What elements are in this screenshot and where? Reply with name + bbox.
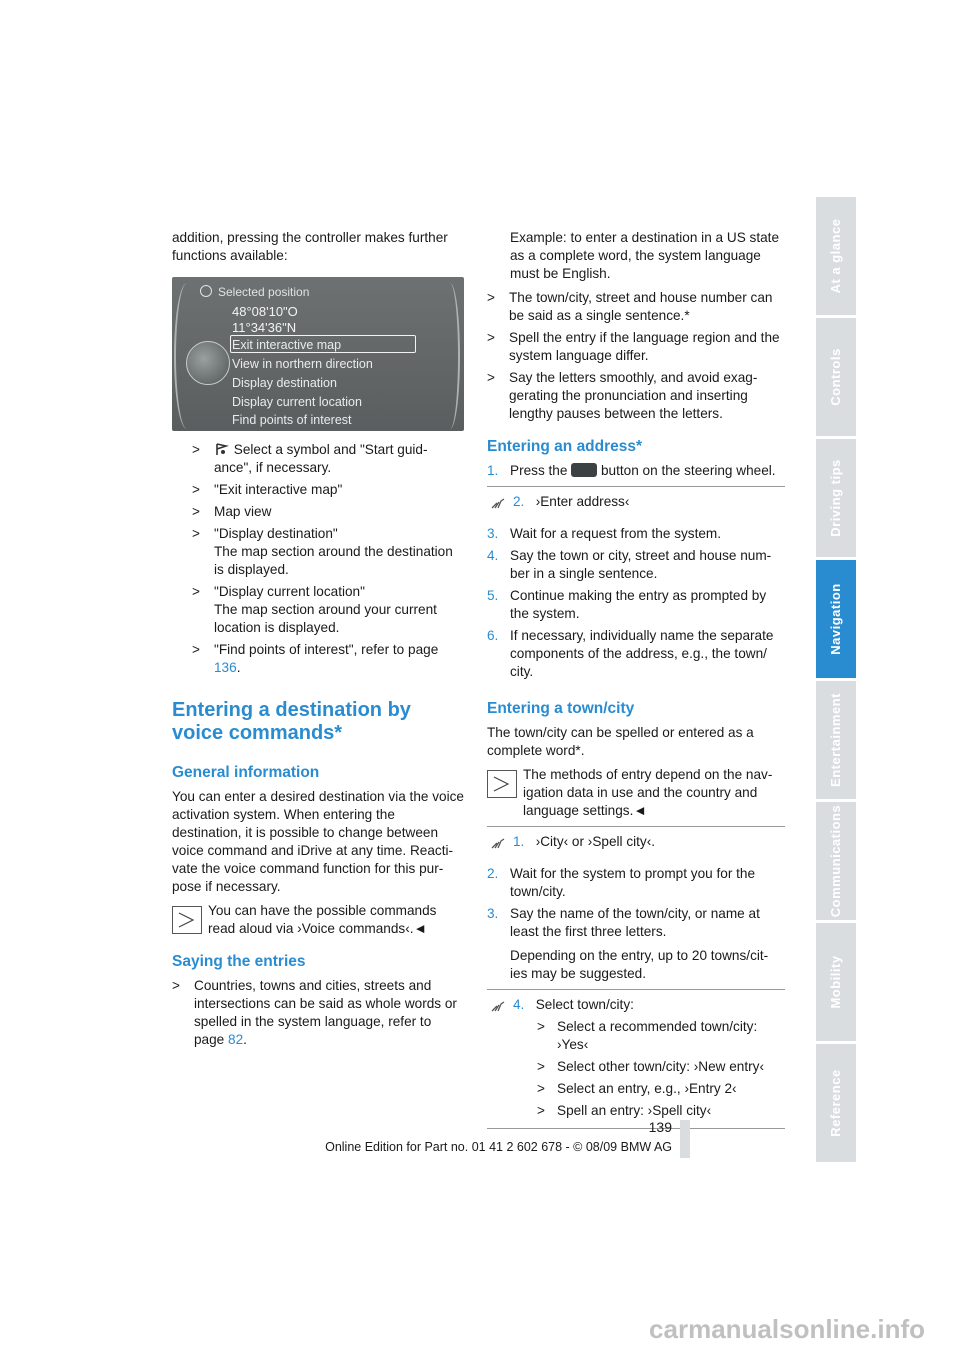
note-icon	[172, 906, 202, 934]
screen-menu-item: Find points of interest	[232, 413, 352, 427]
left-column	[172, 229, 464, 1053]
step-item: 6. If necessary, individually name the separate components of the address, e.g., the town/ city.	[487, 628, 774, 679]
voice-command-box: 2. ›Enter address‹	[487, 486, 785, 515]
page-link[interactable]: 82	[228, 1032, 244, 1047]
tab-communications[interactable]: Communications	[816, 802, 856, 920]
screen-menu-item: View in northern direction	[232, 357, 373, 371]
list-item: > Select a recommended town/city: ›Yes‹	[537, 1019, 758, 1052]
footer-text: Online Edition for Part no. 01 41 2 602 678 - © 08/09 BMW AG	[325, 1140, 672, 1154]
list-item: > "Display current location" The map section around your current location is displayed.	[192, 584, 437, 635]
subsection-heading: Saying the entries	[172, 953, 306, 970]
tab-driving-tips[interactable]: Driving tips	[816, 439, 856, 557]
note: You can have the possible commands read aloud via ›Voice commands‹.◄	[172, 902, 464, 938]
voice-command-box: 1. ›City‹ or ›Spell city‹.	[487, 826, 785, 855]
chapter-tabs	[816, 197, 856, 1160]
list-item: > Say the letters smoothly, and avoid exag-gerating the pronunciation and inserting lengthy pauses between the letters.	[487, 370, 758, 421]
screen-menu-item: Exit interactive map	[232, 338, 342, 352]
navigation-screen-image	[172, 277, 464, 431]
controller-knob-icon	[186, 341, 230, 385]
intro-text: addition, pressing the controller makes further functions available:	[172, 230, 448, 263]
subsection-heading: General information	[172, 764, 320, 781]
paragraph: The town/city can be spelled or entered as a complete word*.	[487, 725, 754, 758]
list-item: > The town/city, street and house number can be said as a single sentence.*	[487, 290, 773, 323]
tab-reference[interactable]: Reference	[816, 1044, 856, 1162]
screen-latitude: 48°08'10"O	[232, 304, 298, 319]
list-item: > Spell the entry if the language region and the system language differ.	[487, 330, 780, 363]
example-text: Example: to enter a destination in a US state as a complete word, the system language must be English.	[510, 230, 780, 281]
list-item: > Select a symbol and "Start guid-ance", if necessary.	[192, 442, 428, 475]
tab-controls[interactable]: Controls	[816, 318, 856, 436]
step-item: 3. Say the name of the town/city, or name at least the first three letters. Depending on the entry, up to 20 towns/cit-ies may be suggested.	[487, 906, 769, 981]
list-item: > "Display destination" The map section around the destination is displayed.	[192, 526, 453, 577]
voice-icon	[491, 1000, 505, 1012]
list-item: > Select an entry, e.g., ›Entry 2‹	[537, 1081, 737, 1096]
screen-menu-item: Display current location	[232, 395, 362, 409]
screen-title: Selected position	[200, 283, 440, 301]
tab-navigation[interactable]: Navigation	[816, 560, 856, 678]
watermark: carmanualsonline.info	[649, 1314, 925, 1344]
page-link[interactable]: 136	[214, 660, 237, 675]
list-item: > Countries, towns and cities, streets and intersections can be said as whole words or spelled in the system language, refer to page 82.	[172, 978, 457, 1047]
voice-icon	[491, 837, 505, 849]
subsection-heading: Entering an address*	[487, 438, 643, 455]
page-number: 139	[648, 1119, 672, 1135]
list-item: > Map view	[192, 504, 272, 519]
function-list	[172, 441, 464, 677]
paragraph: You can enter a desired destination via the voice activation system. When entering the destination, it is possible to change between voice command and iDrive at any time. Reacti-vate the voice command function for this pur-pose if necessary.	[172, 789, 464, 894]
voice-command-box: 4. Select town/city: > Select a recommended town/city: ›Yes‹ > Select other town/city: ›New entry‹ > Select an entry, e.g., ›Entry 2‹ > Spell an entry: ›Spell city‹	[487, 989, 785, 1129]
screen-longitude: 11°34'36"N	[232, 320, 297, 335]
list-item: > Spell an entry: ›Spell city‹	[537, 1103, 712, 1118]
note-icon	[487, 770, 517, 798]
step-item: 2. Wait for the system to prompt you for the town/city.	[487, 866, 756, 899]
step-item: 1. Press the button on the steering wheel.	[487, 463, 776, 478]
tab-entertainment[interactable]: Entertainment	[816, 681, 856, 799]
page-marker	[680, 1120, 690, 1158]
tab-at-a-glance[interactable]: At a glance	[816, 197, 856, 315]
flag-symbol-icon	[214, 442, 230, 456]
list-item: > "Exit interactive map"	[192, 482, 343, 497]
note: The methods of entry depend on the nav-igation data in use and the country and language settings.◄	[487, 766, 785, 820]
right-column	[487, 229, 785, 1139]
screen-menu-item: Display destination	[232, 376, 337, 390]
subsection-heading: Entering a town/city	[487, 700, 635, 717]
step-item: 5. Continue making the entry as prompted by the system.	[487, 588, 767, 621]
voice-icon	[491, 497, 505, 509]
list-item: > "Find points of interest", refer to page 136.	[192, 642, 439, 675]
position-icon	[200, 285, 212, 297]
section-heading: Entering a destination by voice commands*	[172, 699, 411, 744]
list-item: > Select other town/city: ›New entry‹	[537, 1059, 764, 1074]
voice-button-icon	[571, 463, 597, 477]
step-item: 3. Wait for a request from the system.	[487, 526, 722, 541]
tab-mobility[interactable]: Mobility	[816, 923, 856, 1041]
step-item: 4. Say the town or city, street and house num-ber in a single sentence.	[487, 548, 772, 581]
